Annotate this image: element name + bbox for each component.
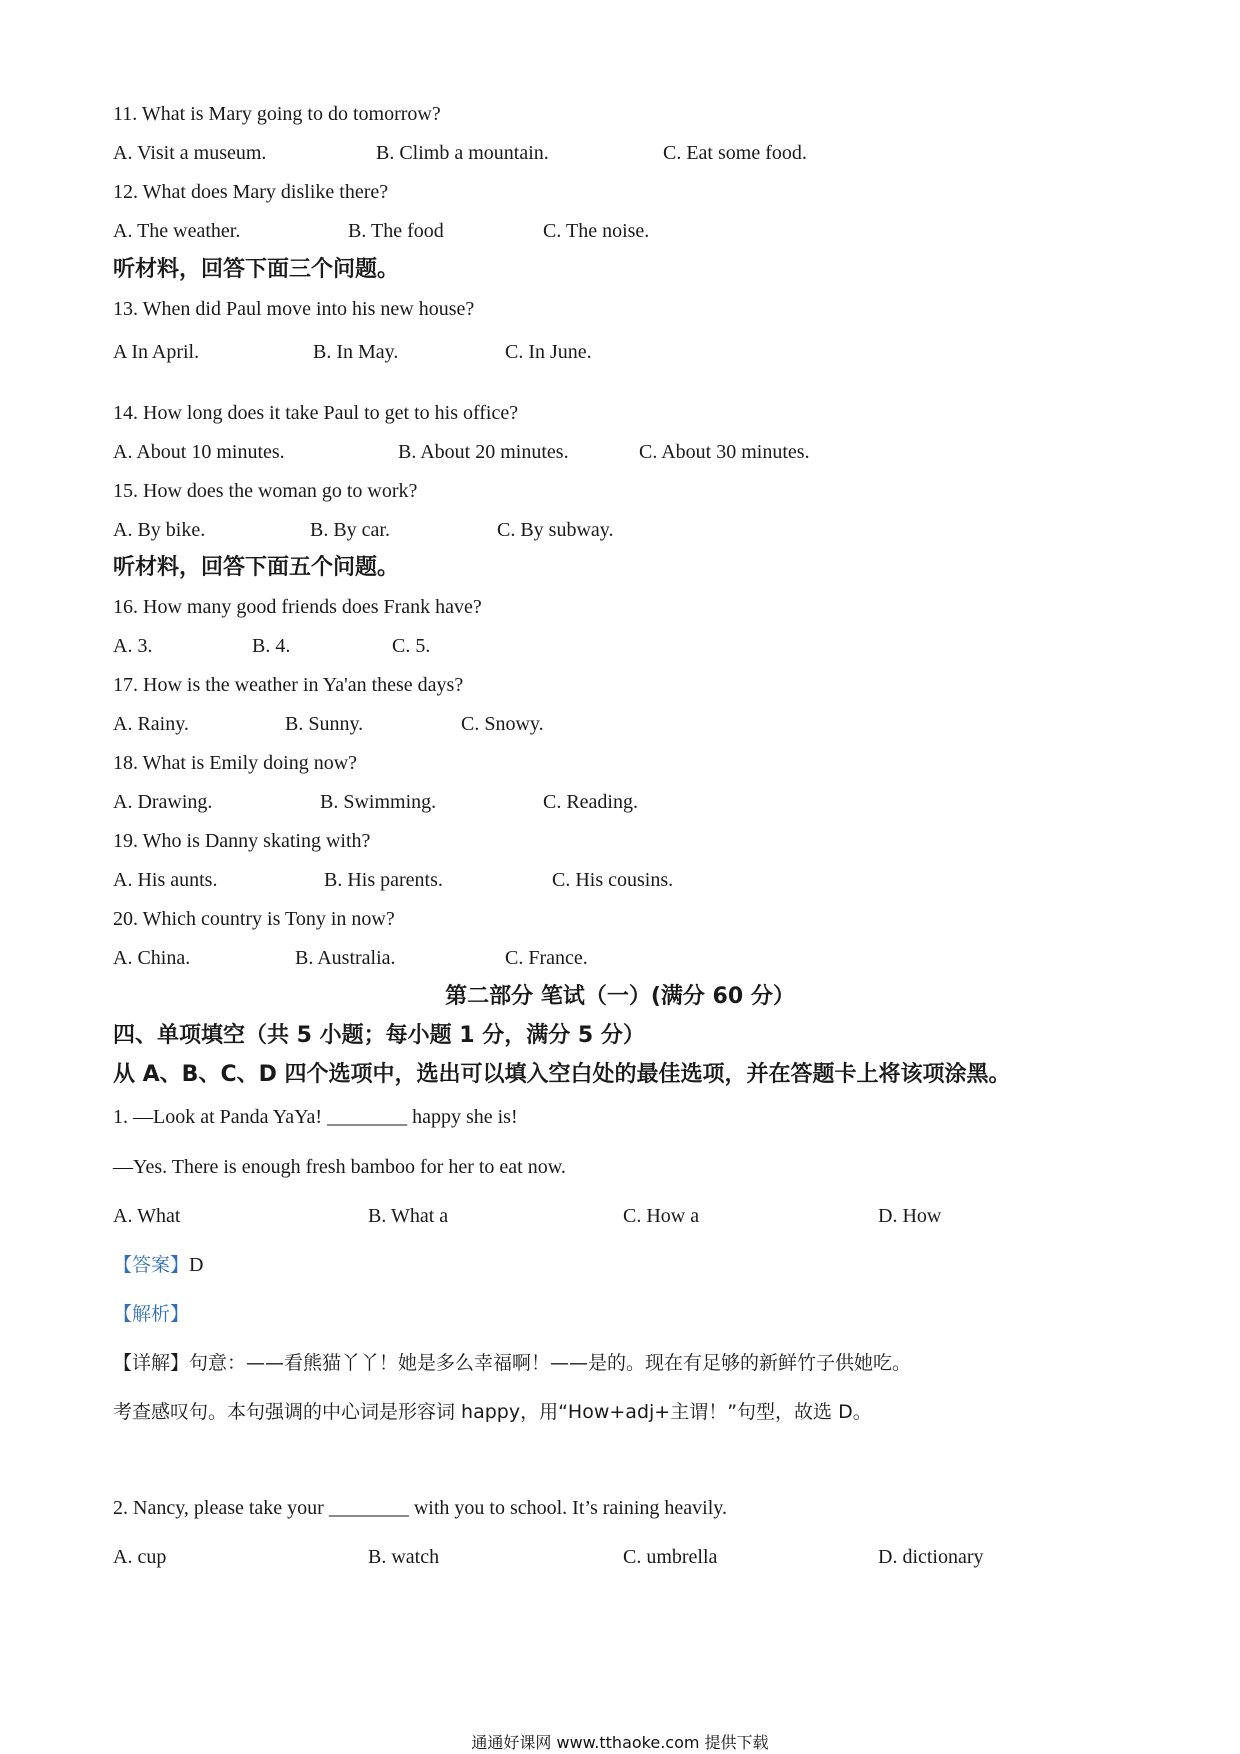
- q19-option-c: C. His cousins.: [552, 869, 674, 891]
- question-16: 16. How many good friends does Frank have?: [113, 596, 482, 618]
- question-12: 12. What does Mary dislike there?: [113, 181, 389, 203]
- q11-option-a: A. Visit a museum.: [113, 142, 267, 164]
- question-11: 11. What is Mary going to do tomorrow?: [113, 103, 441, 125]
- page-footer: 通通好课网 www.tthaoke.com 提供下载: [471, 1733, 769, 1752]
- listening-instruction-1: 听材料，回答下面三个问题。: [113, 257, 400, 282]
- q11-option-b: B. Climb a mountain.: [376, 142, 549, 164]
- q16-option-c: C. 5.: [392, 635, 431, 657]
- q19-option-a: A. His aunts.: [113, 869, 218, 891]
- part-two-title: 第二部分 笔试（一）(满分 60 分）: [445, 984, 795, 1009]
- question-19: 19. Who is Danny skating with?: [113, 830, 371, 852]
- q16-option-a: A. 3.: [113, 635, 153, 657]
- q13-option-b: B. In May.: [313, 341, 399, 363]
- q12-option-b: B. The food: [348, 220, 444, 242]
- q12-option-c: C. The noise.: [543, 220, 650, 242]
- analysis-tag: 【解析】: [113, 1303, 190, 1325]
- detail-text: 句意：——看熊猫丫丫！她是多么幸福啊！——是的。现在有足够的新鲜竹子供她吃。: [189, 1352, 912, 1374]
- question-15: 15. How does the woman go to work?: [113, 480, 418, 502]
- q16-option-b: B. 4.: [252, 635, 291, 657]
- analysis-line: [113, 1301, 189, 1327]
- gq2-option-a: A. cup: [113, 1546, 167, 1568]
- q14-option-a: A. About 10 minutes.: [113, 441, 285, 463]
- q15-option-a: A. By bike.: [113, 519, 206, 541]
- q14-option-b: B. About 20 minutes.: [398, 441, 569, 463]
- q20-option-a: A. China.: [113, 947, 191, 969]
- q20-option-b: B. Australia.: [295, 947, 396, 969]
- gq2-option-d: D. dictionary: [878, 1546, 984, 1568]
- q17-option-b: B. Sunny.: [285, 713, 364, 735]
- question-18: 18. What is Emily doing now?: [113, 752, 358, 774]
- question-14: 14. How long does it take Paul to get to his office?: [113, 402, 519, 424]
- q15-option-b: B. By car.: [310, 519, 390, 541]
- gq1-option-c: C. How a: [623, 1205, 700, 1227]
- explanation-text: 考查感叹句。本句强调的中心词是形容词 happy，用“How+adj+主谓！”句型，故选 D。: [113, 1401, 872, 1423]
- answer-value: D: [189, 1254, 204, 1276]
- q11-option-c: C. Eat some food.: [663, 142, 807, 164]
- q18-option-a: A. Drawing.: [113, 791, 213, 813]
- gq1-option-d: D. How: [878, 1205, 942, 1227]
- gq2-option-b: B. watch: [368, 1546, 440, 1568]
- grammar-question-2: 2. Nancy, please take your ________ with you to school. It’s raining heavily.: [113, 1497, 727, 1519]
- detail-line: [113, 1350, 911, 1376]
- q18-option-b: B. Swimming.: [320, 791, 437, 813]
- q17-option-c: C. Snowy.: [461, 713, 544, 735]
- question-13: 13. When did Paul move into his new house?: [113, 298, 475, 320]
- q18-option-c: C. Reading.: [543, 791, 638, 813]
- question-20: 20. Which country is Tony in now?: [113, 908, 395, 930]
- gq1-option-b: B. What a: [368, 1205, 449, 1227]
- gq2-option-c: C. umbrella: [623, 1546, 718, 1568]
- q13-option-a: A In April.: [113, 341, 200, 363]
- listening-instruction-2: 听材料，回答下面五个问题。: [113, 555, 400, 580]
- q15-option-c: C. By subway.: [497, 519, 614, 541]
- gq1-option-a: A. What: [113, 1205, 181, 1227]
- grammar-question-1-reply: —Yes. There is enough fresh bamboo for her to eat now.: [113, 1156, 566, 1178]
- q20-option-c: C. France.: [505, 947, 588, 969]
- answer-line: [113, 1252, 203, 1278]
- q19-option-b: B. His parents.: [324, 869, 443, 891]
- q17-option-a: A. Rainy.: [113, 713, 189, 735]
- q14-option-c: C. About 30 minutes.: [639, 441, 810, 463]
- section-four-instruction: 从 A、B、C、D 四个选项中，选出可以填入空白处的最佳选项，并在答题卡上将该项涂黑。: [113, 1062, 1011, 1087]
- q13-option-c: C. In June.: [505, 341, 592, 363]
- question-17: 17. How is the weather in Ya'an these days?: [113, 674, 464, 696]
- detail-tag: 【详解】: [113, 1352, 190, 1374]
- answer-tag: 【答案】: [113, 1254, 190, 1276]
- grammar-question-1: 1. —Look at Panda YaYa! ________ happy she is!: [113, 1106, 518, 1128]
- section-four-title: 四、单项填空（共 5 小题；每小题 1 分，满分 5 分）: [113, 1023, 645, 1048]
- q12-option-a: A. The weather.: [113, 220, 241, 242]
